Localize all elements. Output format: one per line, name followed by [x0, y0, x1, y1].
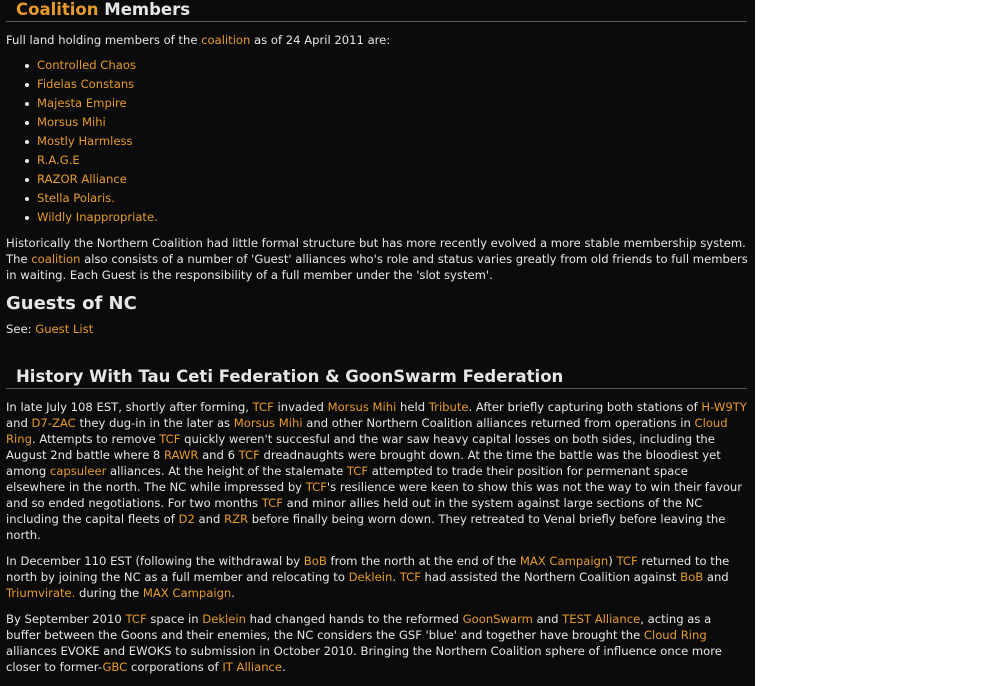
text: held	[396, 400, 429, 414]
list-item	[20, 208, 755, 227]
link-goonswarm[interactable]: GoonSwarm	[462, 612, 533, 626]
text: , acting as a buffer between the Goons and their enemies, the NC considers the GSF 'blue' and together have brought the	[6, 612, 712, 642]
list-item	[20, 189, 755, 208]
list-item	[20, 170, 755, 189]
text: dreadnaughts were brought down. At the time the battle was the bloodiest yet among	[6, 448, 721, 478]
link-test-alliance[interactable]: TEST Alliance	[562, 612, 641, 626]
text: from the north at the end of the	[326, 554, 520, 568]
link-gbc[interactable]: GBC	[102, 660, 128, 674]
link-deklein[interactable]: Deklein	[348, 570, 393, 584]
text: they dug-in in the later as	[75, 416, 234, 430]
link-d7-zac[interactable]: D7-ZAC	[31, 416, 76, 430]
heading-guests-of-nc: Guests of NC	[6, 293, 137, 314]
link-tcf[interactable]: TCF	[159, 432, 181, 446]
text: .	[231, 586, 235, 600]
text: .	[392, 570, 400, 584]
text: invaded	[273, 400, 328, 414]
text: and other Northern Coalition alliances returned from operations in	[302, 416, 695, 430]
link-rzr[interactable]: RZR	[224, 512, 249, 526]
text: quickly weren't succesful and the war saw heavy capital losses on both sides, including the August 2nd battle where 8	[6, 432, 715, 462]
link-member-controlled-chaos[interactable]: Controlled Chaos	[37, 58, 136, 72]
text: . After briefly capturing both stations of	[468, 400, 702, 414]
link-tcf[interactable]: TCF	[399, 570, 421, 584]
history-paragraph-2	[6, 553, 749, 601]
text: In late July 108 EST, shortly after forming,	[6, 400, 253, 414]
para-text: Historically the Northern Coalition had little formal structure but has more recently evolved a more stable membership system. The	[6, 236, 746, 266]
link-guest-list[interactable]: Guest List	[35, 322, 94, 336]
link-deklein[interactable]: Deklein	[202, 612, 246, 626]
list-item	[20, 132, 755, 151]
link-morsus-mihi[interactable]: Morsus Mihi	[233, 416, 303, 430]
membership-structure-paragraph	[6, 235, 749, 283]
link-member-stella-polaris[interactable]: Stella Polaris.	[37, 191, 115, 205]
heading-coalition-members	[6, 0, 747, 22]
link-member-razor-alliance[interactable]: RAZOR Alliance	[37, 172, 127, 186]
text: during the	[75, 586, 143, 600]
text: In December 110 EST (following the withdrawal by	[6, 554, 304, 568]
list-item	[20, 56, 755, 75]
history-paragraph-1	[6, 399, 749, 543]
link-cloud-ring[interactable]: Cloud Ring	[6, 416, 728, 446]
link-morsus-mihi[interactable]: Morsus Mihi	[327, 400, 397, 414]
intro-text: Full land holding members of the	[6, 33, 202, 47]
list-item	[20, 113, 755, 132]
link-tcf[interactable]: TCF	[125, 612, 147, 626]
heading-rest: Members	[98, 0, 191, 19]
text: before finally being worn down. They retreated to Venal briefly before leaving the north.	[6, 512, 726, 542]
text: corporations of	[127, 660, 223, 674]
text: 's resilience were keen to show this was not the way to win their favour and so ended negotiations. For two months	[6, 480, 743, 510]
link-d2[interactable]: D2	[178, 512, 195, 526]
link-member-rage[interactable]: R.A.G.E	[37, 153, 80, 167]
text: alliances EVOKE and EWOKS to submission in October 2010. Bringing the Northern Coalition sphere of influence once more closer to former-	[6, 644, 722, 674]
link-bob[interactable]: BoB	[303, 554, 327, 568]
link-member-wildly-inappropriate[interactable]: Wildly Inappropriate.	[37, 210, 158, 224]
para-text-end: also consists of a number of 'Guest' alliances who's role and status varies greatly from old friends to full members in waiting. Each Guest is the responsibility of a full member under the 'slot system'.	[6, 252, 748, 282]
list-item	[20, 151, 755, 170]
link-tcf[interactable]: TCF	[252, 400, 274, 414]
text: and	[6, 416, 32, 430]
text: . Attempts to remove	[31, 432, 160, 446]
link-cloud-ring[interactable]: Cloud Ring	[643, 628, 707, 642]
members-intro	[6, 32, 749, 48]
link-it-alliance[interactable]: IT Alliance	[222, 660, 283, 674]
link-tcf[interactable]: TCF	[261, 496, 283, 510]
text: and 6	[198, 448, 239, 462]
text: and	[532, 612, 563, 626]
link-h-w9ty[interactable]: H-W9TY	[701, 400, 747, 414]
text: and	[703, 570, 729, 584]
link-coalition[interactable]: coalition	[31, 252, 81, 266]
link-member-majesta-empire[interactable]: Majesta Empire	[37, 96, 127, 110]
text: had assisted the Northern Coalition against	[420, 570, 681, 584]
history-paragraph-3	[6, 611, 749, 675]
text: had changed hands to the reformed	[245, 612, 463, 626]
text: alliances. At the height of the stalemate	[106, 464, 347, 478]
link-bob[interactable]: BoB	[680, 570, 704, 584]
see-label: See:	[6, 322, 36, 336]
link-tcf[interactable]: TCF	[346, 464, 369, 478]
intro-text-end: as of 24 April 2011 are:	[250, 33, 391, 47]
list-item	[20, 94, 755, 113]
link-max-campaign[interactable]: MAX Campaign	[519, 554, 609, 568]
link-member-fidelas-constans[interactable]: Fidelas Constans	[37, 77, 135, 91]
text: and minor allies held out in the system against large sections of the NC including the capital fleets of	[6, 496, 703, 526]
link-triumvirate[interactable]: Triumvirate.	[6, 586, 76, 600]
link-tcf[interactable]: TCF	[238, 448, 260, 462]
link-max-campaign[interactable]: MAX Campaign	[142, 586, 232, 600]
text: returned to the north by joining the NC as a full member and relocating to	[6, 554, 730, 584]
text: attempted to trade their position for permenant space elsewhere in the north. The NC while impressed by	[6, 464, 688, 494]
link-tribute[interactable]: Tribute	[428, 400, 469, 414]
link-member-morsus-mihi[interactable]: Morsus Mihi	[37, 115, 106, 129]
link-rawr[interactable]: RAWR	[163, 448, 199, 462]
link-capsuleer[interactable]: capsuleer	[49, 464, 107, 478]
text: space in	[146, 612, 203, 626]
members-list	[0, 56, 755, 227]
text: .	[282, 660, 286, 674]
heading-history: History With Tau Ceti Federation & GoonSwarm Federation	[6, 367, 747, 389]
link-member-mostly-harmless[interactable]: Mostly Harmless	[37, 134, 133, 148]
link-tcf[interactable]: TCF	[305, 480, 327, 494]
text: and	[194, 512, 225, 526]
link-coalition[interactable]: coalition	[201, 33, 251, 47]
text: By September 2010	[6, 612, 126, 626]
link-tcf[interactable]: TCF	[616, 554, 638, 568]
heading-accent-word: Coalition	[16, 0, 99, 19]
text: )	[608, 554, 617, 568]
list-item	[20, 75, 755, 94]
guests-see-line	[6, 321, 749, 337]
